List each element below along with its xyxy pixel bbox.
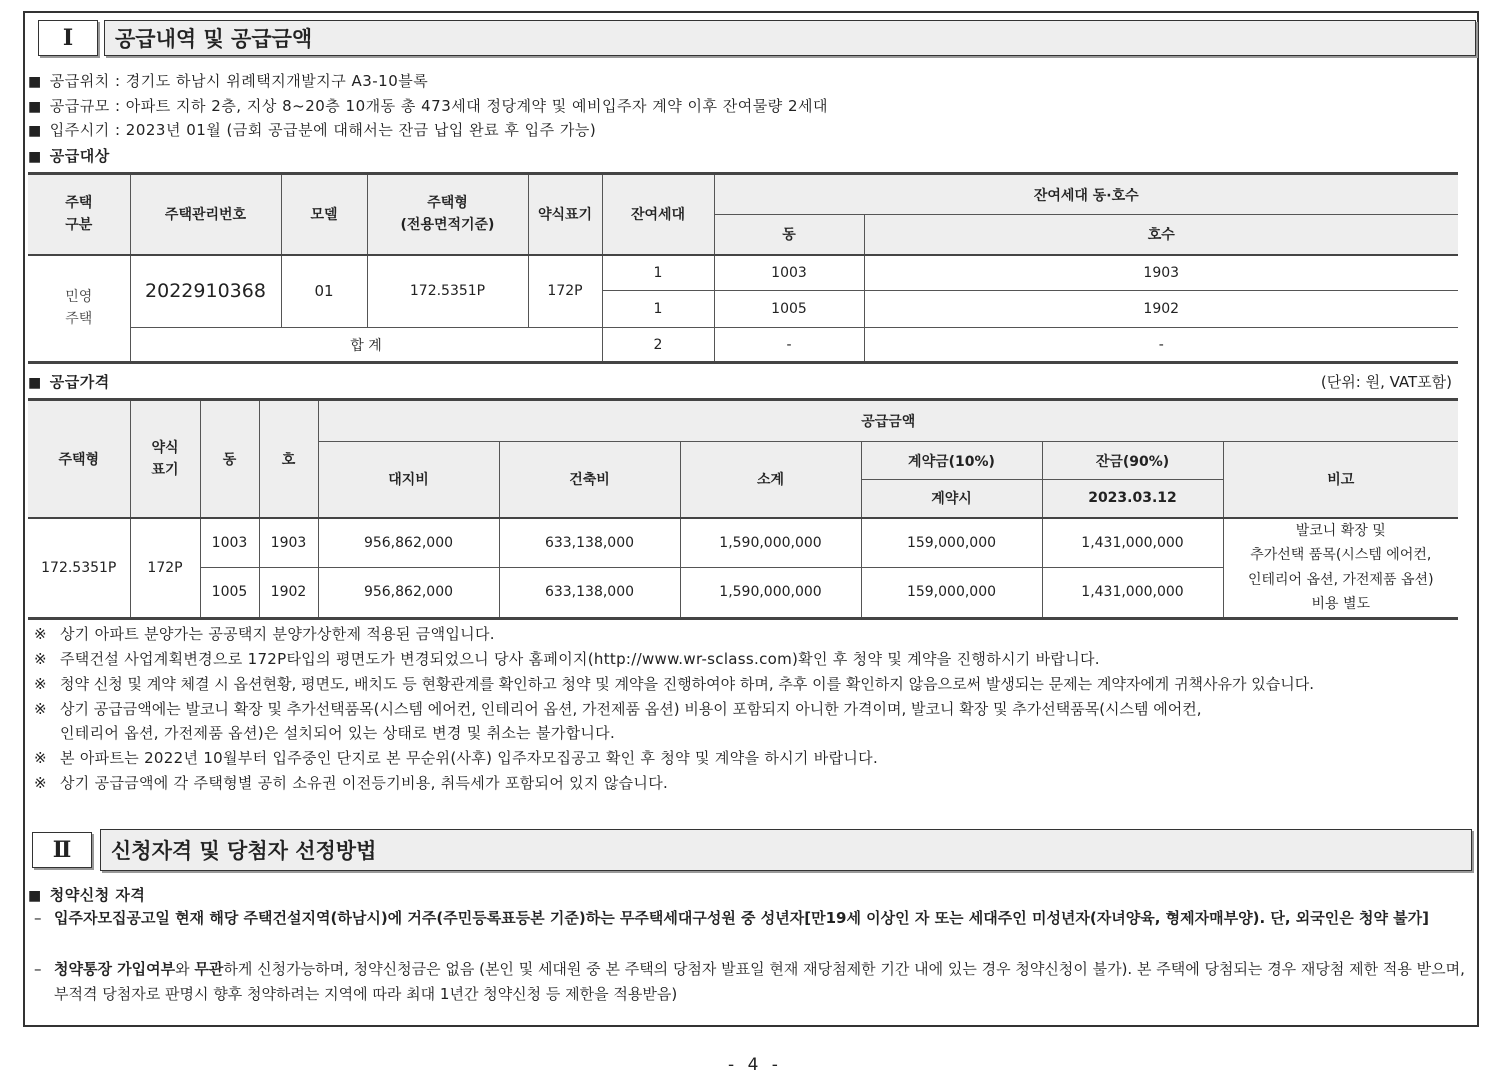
col-deposit-when: 계약시 [861,480,1042,518]
price-remarks: 발코니 확장 및 추가선택 품목(시스템 에어컨, 인테리어 옵션, 가전제품 옵션) 비용 별도 [1223,518,1458,619]
unit-ho: 1902 [864,291,1458,328]
supply-price-label: ■ 공급가격 [28,371,110,392]
col-model: 모델 [281,174,367,255]
supply-location: ■ 공급위치 : 경기도 하남시 위례택지개발지구 A3-10블록 [28,70,428,91]
price-subtotal: 1,590,000,000 [680,518,861,568]
price-deposit: 159,000,000 [861,518,1042,568]
price-balance: 1,431,000,000 [1042,518,1223,568]
short-name: 172P [528,255,602,328]
col-ho: 호수 [864,215,1458,255]
price-deposit: 159,000,000 [861,567,1042,618]
note-item: ※ 청약 신청 및 계약 체결 시 옵션현황, 평면도, 배치도 등 현황관계를 확인하고 청약 및 계약을 진행하여야 하며, 추후 이를 확인하지 않음으로써 발생되는 문제는 계약자에게 귀책사유가 있습니다. [34,675,1315,693]
remaining-count: 1 [602,291,714,328]
section-2-numeral: Ⅱ [32,832,92,868]
price-short: 172P [130,518,200,619]
model: 01 [281,255,367,328]
price-house-type: 172.5351P [28,518,130,619]
col-dong: 동 [200,400,259,518]
col-land: 대지비 [318,442,499,518]
note-item-continued: 인테리어 옵션, 가전제품 옵션)은 설치되어 있는 상태로 변경 및 취소는 불가합니다. [60,724,616,742]
price-unit: (단위: 원, VAT포함) [1320,373,1452,391]
col-balance: 잔금(90%) [1042,442,1223,480]
price-land: 956,862,000 [318,567,499,618]
section-2-title: 신청자격 및 당첨자 선정방법 [100,829,1472,871]
note-item: ※ 본 아파트는 2022년 10월부터 입주중인 단지로 본 무순위(사후) 입주자모집공고 확인 후 청약 및 계약을 하시기 바랍니다. [34,749,879,767]
section-1-numeral: Ⅰ [38,20,98,56]
price-building: 633,138,000 [499,567,680,618]
eligibility-label: ■ 청약신청 자격 [28,884,145,905]
col-house-type: 주택형 (전용면적기준) [367,174,528,255]
col-remaining-units: 잔여세대 동·호수 [714,174,1458,215]
price-building: 633,138,000 [499,518,680,568]
mgmt-no: 2022910368 [130,255,281,328]
col-short: 약식 표기 [130,400,200,518]
col-house-type: 주택형 [28,400,130,518]
eligibility-para-2: – 청약통장 가입여부와 무관하게 신청가능하며, 청약신청금은 없음 (본인 및 세대원 중 본 주택의 당첨자 발표일 현재 재당첨제한 기간 내에 있는 경우 청약신청이 불가). 본 주택에 당첨되는 경우 재당첨 제한 적용 받으며, 부적격 당첨자로 판명시 향후 청약하려는 지역에 따라 최대 1년간 청약신청 등 제한을 적용받음) [34,960,1465,1003]
note-item: ※ 상기 아파트 분양가는 공공택지 분양가상한제 적용된 금액입니다. [34,625,495,643]
note-item: ※ 주택건설 사업계획변경으로 172P타입의 평면도가 변경되었으니 당사 홈페이지(http://www.wr-sclass.com)확인 후 청약 및 계약을 진행하시기 바랍니다. [34,650,1100,668]
move-in-date: ■ 입주시기 : 2023년 01월 (금회 공급분에 대해서는 잔금 납입 완료 후 입주 가능) [28,119,596,140]
eligibility-para-1: – 입주자모집공고일 현재 해당 주택건설지역(하남시)에 거주(주민등록표등본 기준)하는 무주택세대구성원 중 성년자[만19세 이상인 자 또는 세대주인 미성년자(자녀양육, 형제자매부양). 단, 외국인은 청약 불가] [34,909,1429,927]
col-housing-type: 주택 구분 [28,174,130,255]
price-dong: 1003 [200,518,259,568]
col-mgmt-no: 주택관리번호 [130,174,281,255]
house-type: 172.5351P [367,255,528,328]
section-1-title: 공급내역 및 공급금액 [104,20,1476,56]
note-item: ※ 상기 공급금액에 각 주택형별 공히 소유권 이전등기비용, 취득세가 포함되어 있지 않습니다. [34,774,669,792]
col-dong: 동 [714,215,864,255]
col-remarks: 비고 [1223,442,1458,518]
price-land: 956,862,000 [318,518,499,568]
unit-dong: 1005 [714,291,864,328]
col-supply-amount: 공급금액 [318,400,1458,442]
col-deposit: 계약금(10%) [861,442,1042,480]
note-item: ※ 상기 공급금액에는 발코니 확장 및 추가선택품목(시스템 에어컨, 인테리어 옵션, 가전제품 옵션) 비용이 포함되지 아니한 가격이며, 발코니 확장 및 추가선택품목(시스템 에어컨, [34,700,1202,718]
remaining-count: 1 [602,255,714,291]
col-ho: 호 [259,400,318,518]
total-ho: - [864,328,1458,363]
price-balance: 1,431,000,000 [1042,567,1223,618]
housing-category: 민영 주택 [28,255,130,363]
price-ho: 1902 [259,567,318,618]
supply-price-table [28,398,1458,620]
unit-ho: 1903 [864,255,1458,291]
supply-target-label: ■ 공급대상 [28,145,110,166]
total-count: 2 [602,328,714,363]
col-short: 약식표기 [528,174,602,255]
section-1-header [38,20,1476,56]
total-label: 합 계 [130,328,602,363]
price-subtotal: 1,590,000,000 [680,567,861,618]
col-building: 건축비 [499,442,680,518]
page-number: - 4 - [728,1055,782,1075]
section-2-header [32,829,1472,871]
col-subtotal: 소계 [680,442,861,518]
total-dong: - [714,328,864,363]
price-ho: 1903 [259,518,318,568]
col-balance-when: 2023.03.12 [1042,480,1223,518]
unit-dong: 1003 [714,255,864,291]
col-remaining: 잔여세대 [602,174,714,255]
supply-scale: ■ 공급규모 : 아파트 지하 2층, 지상 8~20층 10개동 총 473세대 정당계약 및 예비입주자 계약 이후 잔여물량 2세대 [28,95,828,116]
price-dong: 1005 [200,567,259,618]
supply-target-table [28,172,1458,364]
